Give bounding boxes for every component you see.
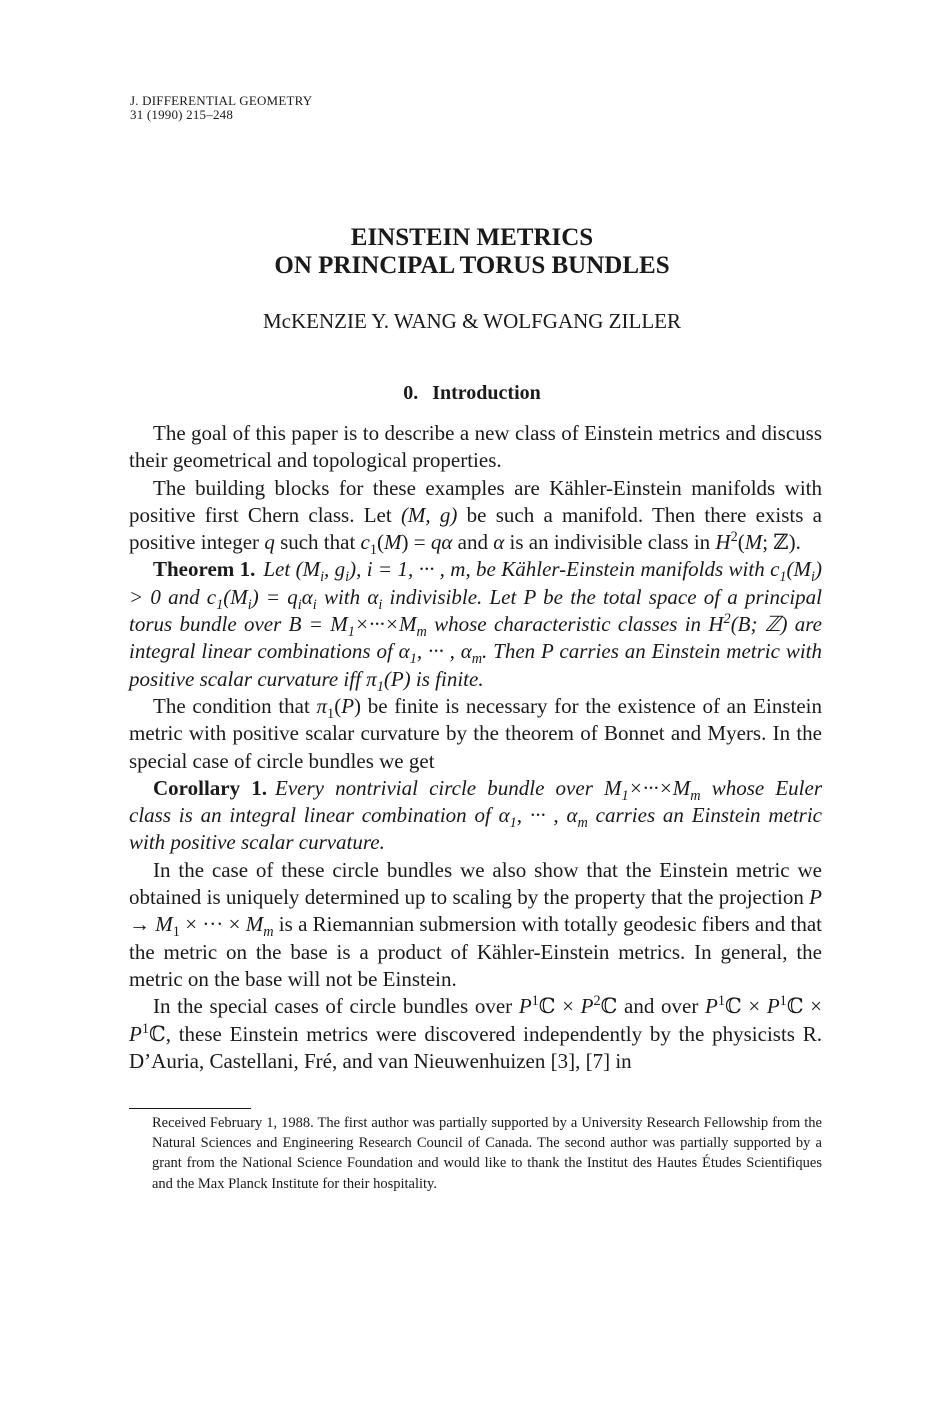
authors: McKENZIE Y. WANG & WOLFGANG ZILLER [262, 309, 681, 333]
paragraph-goal: The goal of this paper is to describe a new class of Einstein metrics and discuss their geometrical and topological properties. [129, 421, 822, 473]
footnote [152, 1113, 822, 1194]
footnote-rule [129, 1108, 251, 1109]
section-number: 0. [403, 382, 419, 404]
journal-volume: 31 (1990) 215–248 [130, 107, 234, 122]
section-title: Introduction [432, 382, 541, 404]
theorem-label: Theorem 1. [153, 557, 256, 582]
footnote-text: Received February 1, 1988. The first author was partially supported by a University Research Fellowship from the Natural Sciences and Engineering Research Council of Canada. The second author was partially supported by a grant from the National Science Foundation and would like to thank the Institut des Hautes Études Scientifiques and the Max Planck Institute for their hospitality. [152, 1115, 822, 1192]
corollary-1: Corollary 1. Every nontrivial circle bundle over $M_1\times\cdot\cdot\cdot\times M_m$ whose Euler class is an integral linear combination of $\alpha_1$, ··· , $\alpha_m$ carries an Einstein metric with positive scalar curvature. [129, 775, 823, 855]
title-line-1: EINSTEIN METRICS [350, 224, 594, 251]
paragraph-special-cases: In the special cases of circle bundles over $P^1ℂ$ × $P^2ℂ$ and over $P^1ℂ$ × $P^1ℂ$ × $P^1ℂ$, these Einstein metrics were discovered independently by the physicists R. D’Auria, Castellani, Fré, and van Nieuwenhuizen [3], [7] in [129, 993, 823, 1073]
paragraph-circle-bundles: In the case of these circle bundles we also show that the Einstein metric we obtained is uniquely determined up to scaling by the property that the projection $P \to M_1$ × ··· × $M_m$ is a Riemannian submersion with totally geodesic fibers and that the metric on the base is a product of Kähler-Einstein metrics. In general, the metric on the base will not be Einstein. [129, 857, 823, 991]
journal-name: J. DIFFERENTIAL GEOMETRY [130, 93, 313, 108]
journal-header [130, 94, 312, 122]
paragraph-building-blocks: The building blocks for these examples are Kähler-Einstein manifolds with positive first Chern class. Let (M, g) be such a manifold. Then there exists a positive integer q such that $c_1(M) = q\alpha$ and α is an indivisible class in $H^2(M$; ℤ). [129, 475, 822, 559]
title-line-2: ON PRINCIPAL TORUS BUNDLES [274, 252, 670, 279]
paragraph-condition: The condition that $\pi_1(P)$ be finite is necessary for the existence of an Einstein metric with positive scalar curvature by the theorem of Bonnet and Myers. In the special case of circle bundles we get [129, 693, 822, 773]
theorem-1: Theorem 1. Let ($M_i$, $g_i$), i = 1, ··· , m, be Kähler-Einstein manifolds with $c_1(M_i) > 0$ and $c_1(M_i) = q_i\alpha_i$ with $\alpha_i$ indivisible. Let P be the total space of a principal torus bundle over $B = M_1\times\cdot\cdot\cdot\times M_m$ whose characteristic classes in $H^2(B$; ℤ) are integral linear combinations of $\alpha_1$, ··· , $\alpha_m$. Then P carries an Einstein metric with positive scalar curvature iff $\pi_1(P)$ is finite. [129, 557, 823, 695]
section-heading [0, 382, 944, 405]
corollary-label: Corollary 1. [153, 775, 267, 800]
body-text [129, 420, 822, 1075]
paper-title [0, 224, 944, 280]
